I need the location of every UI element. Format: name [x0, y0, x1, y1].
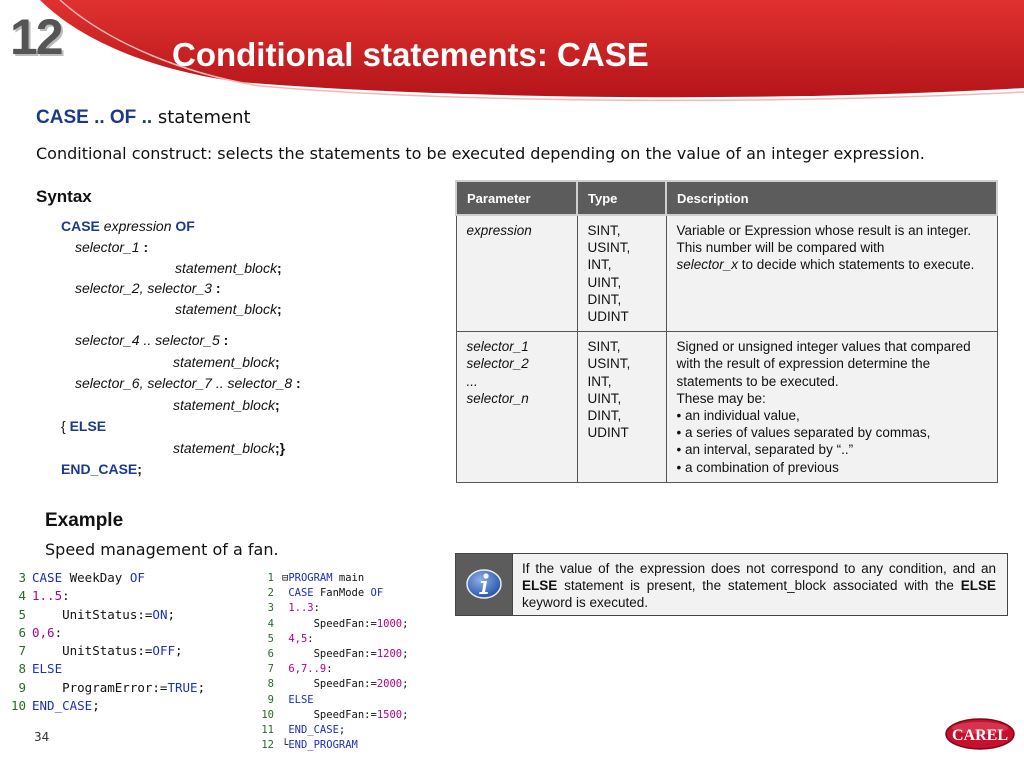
carel-logo: [944, 717, 1016, 751]
chapter-number: 12: [10, 9, 62, 65]
code-line: 6 SpeedFan:=1200;: [267, 648, 409, 661]
syntax-line-12: END_CASE;: [61, 461, 142, 477]
subtitle: [36, 107, 251, 129]
subtitle-rest: statement: [157, 107, 251, 128]
table-header-row: [456, 181, 997, 215]
code-line: 2 CASE FanMode OF: [267, 587, 384, 600]
slide-title: Conditional statements: CASE: [172, 36, 649, 73]
code-line: 7 6,7..9:: [267, 663, 333, 676]
code-line: 10 SpeedFan:=1500;: [261, 708, 409, 721]
code-listing-fanmode: [258, 571, 408, 753]
description-cell: Variable or Expression whose result is an integer. This number will be compared with selector_x to decide which statements to execute.: [666, 215, 997, 332]
parameter-table: [455, 180, 998, 483]
code-line: 1 ⊟PROGRAM main: [267, 572, 365, 584]
param-cell: expression: [456, 215, 577, 332]
syntax-line-10: { ELSE: [61, 418, 107, 434]
type-cell: SINT, USINT, INT, UINT, DINT, UDINT: [577, 332, 666, 483]
description-cell: Signed or unsigned integer values that compared with the result of expression determine the statements to be executed. These may be: • an individual value, • a series of values separated by commas, • an interval, separated by “..” • a combination of previous: [666, 332, 997, 483]
code-line: 3 1..3:: [267, 602, 320, 615]
code-line: 6 0,6:: [18, 624, 63, 640]
code-line: 7 UnitStatus:=OFF;: [18, 643, 183, 659]
table-row: [456, 332, 997, 483]
syntax-line-4: selector_2, selector_3 :: [75, 280, 221, 296]
param-cell: selector_1 selector_2 ... selector_n: [456, 332, 577, 483]
code-line: 8 ELSE: [18, 661, 63, 677]
syntax-line-5: statement_block;: [175, 301, 282, 317]
table-row: [456, 215, 997, 332]
code-line: 4 SpeedFan:=1000;: [267, 617, 409, 630]
description: Conditional construct: selects the statements to be executed depending on the value of an integer expression.: [36, 144, 925, 163]
code-line: 5 UnitStatus:=ON;: [18, 606, 176, 622]
example-heading: Example: [45, 510, 124, 531]
info-icon-cell: [456, 554, 513, 615]
code-line: 8 SpeedFan:=2000;: [267, 678, 409, 691]
code-line: 9 ELSE: [267, 693, 314, 706]
syntax-line-7: statement_block;: [173, 354, 280, 370]
code-line: 12 └END_PROGRAM: [261, 739, 358, 752]
logo-text: CAREL: [951, 727, 1009, 744]
subtitle-keyword: CASE .. OF ..: [36, 107, 153, 128]
syntax-heading: Syntax: [36, 187, 92, 206]
header-parameter: Parameter: [456, 181, 577, 215]
code-line: 11 END_CASE;: [261, 724, 346, 737]
syntax-line-1: CASE expression OF: [61, 218, 195, 234]
info-icon: [456, 554, 512, 615]
info-note: [455, 553, 1008, 616]
syntax-line-11: statement_block;}: [173, 440, 286, 456]
example-description: Speed management of a fan.: [45, 540, 279, 559]
info-note-text: If the value of the expression does not correspond to any condition, and an ELSE statement is present, the statement_block associated with the ELSE keyword is executed.: [522, 561, 996, 610]
code-line: 9 ProgramError:=TRUE;: [18, 679, 206, 695]
code-line: 10 END_CASE;: [10, 698, 100, 714]
syntax-line-9: statement_block;: [173, 397, 280, 413]
code-line: 5 4,5:: [267, 632, 314, 645]
syntax-line-8: selector_6, selector_7 .. selector_8 :: [75, 375, 301, 391]
code-line: 4 1..5:: [18, 588, 70, 604]
header-type: Type: [577, 181, 666, 215]
syntax-line-2: selector_1 :: [75, 239, 149, 255]
syntax-line-6: selector_4 .. selector_5 :: [75, 332, 229, 348]
syntax-line-3: statement_block;: [175, 260, 282, 276]
code-line: 3 CASE WeekDay OF: [18, 570, 145, 585]
page-number: 34: [34, 730, 50, 744]
code-listing-weekday: [0, 569, 205, 715]
header-description: Description: [666, 181, 997, 215]
type-cell: SINT, USINT, INT, UINT, DINT, UDINT: [577, 215, 666, 332]
